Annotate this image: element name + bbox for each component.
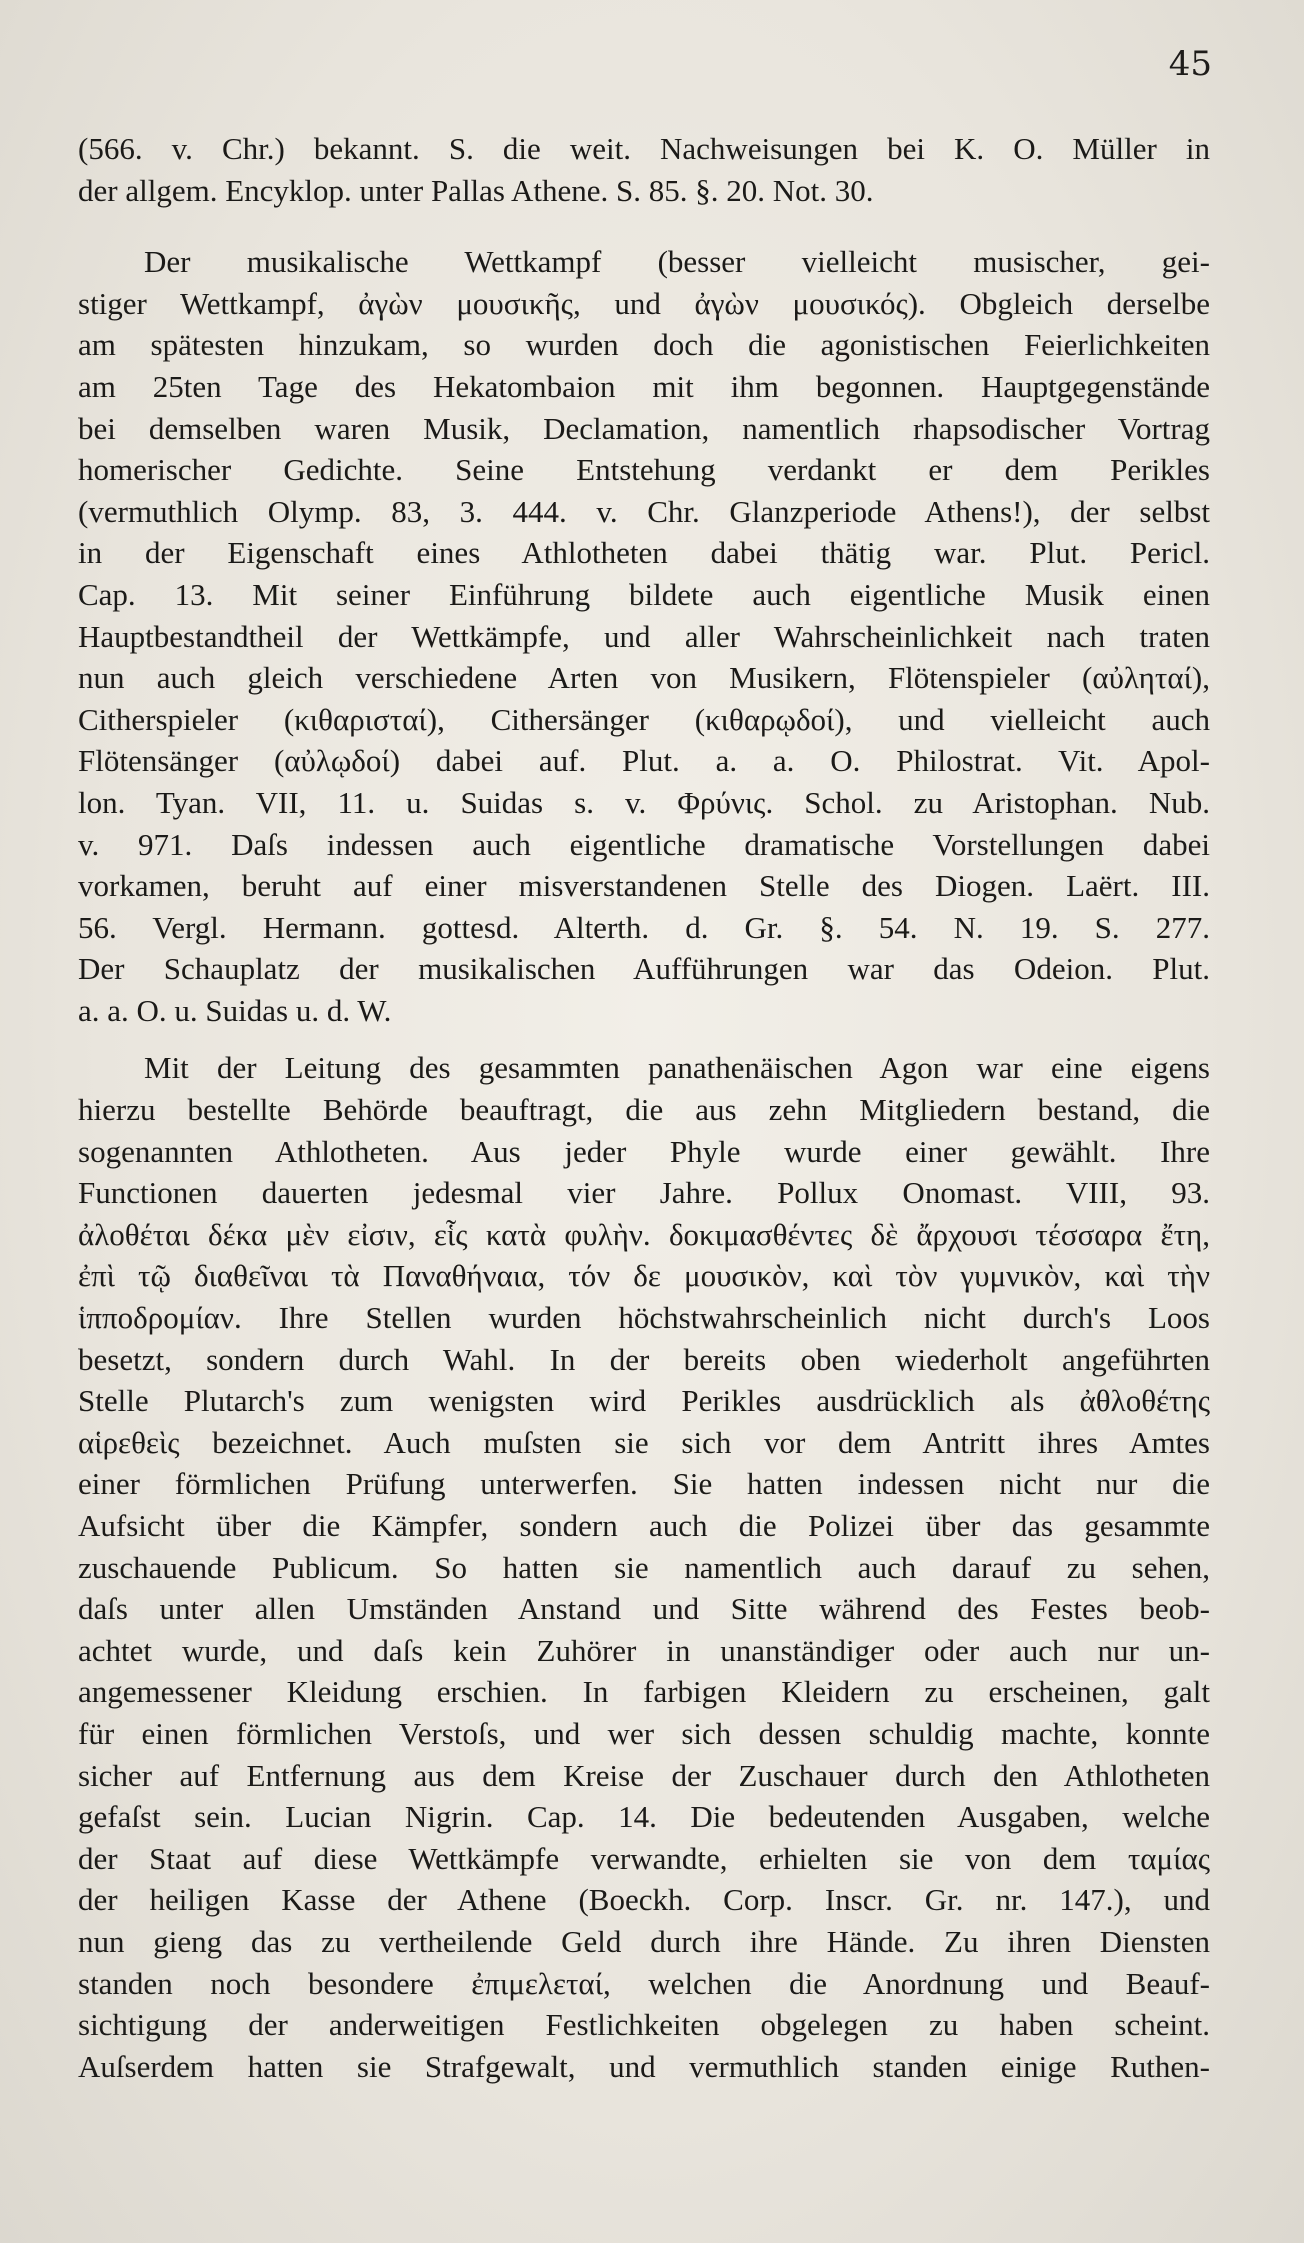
text-line: Flötensänger (αὐλῳδοί) dabei auf. Plut. a. a. O. Philostrat. Vit. Apol- bbox=[78, 743, 1210, 779]
text-line: (566. v. Chr.) bekannt. S. die weit. Nachweisungen bei K. O. Müller in bbox=[78, 131, 1210, 166]
text-line: daſs unter allen Umständen Anstand und Sitte während des Festes beob- bbox=[78, 1591, 1210, 1627]
text-line: der allgem. Encyklop. unter Pallas Athene. S. 85. §. 20. Not. 30. bbox=[78, 172, 874, 208]
text-line: Stelle Plutarch's zum wenigsten wird Perikles ausdrücklich als ἀθλοθέτης bbox=[78, 1383, 1210, 1419]
text-line: ἱπποδρομίαν. Ihre Stellen wurden höchstwahrscheinlich nicht durch's Loos bbox=[78, 1300, 1210, 1336]
page-text bbox=[78, 128, 1210, 2087]
text-line: ἐπὶ τῷ διαθεῖναι τὰ Παναθήναια, τόν δε μουσικὸν, καὶ τὸν γυμνικὸν, καὶ τὴν bbox=[78, 1258, 1210, 1294]
text-line: Hauptbestandtheil der Wettkämpfe, und aller Wahrscheinlichkeit nach traten bbox=[78, 618, 1210, 654]
paragraph-musical-contest bbox=[78, 241, 1210, 1031]
text-line: achtet wurde, und daſs kein Zuhörer in unanständiger oder auch nur un- bbox=[78, 1632, 1210, 1668]
text-line: a. a. O. u. Suidas u. d. W. bbox=[78, 992, 392, 1028]
text-line: besetzt, sondern durch Wahl. In der bereits oben wiederholt angeführten bbox=[78, 1341, 1210, 1377]
text-line: Citherspieler (κιθαρισταί), Cithersänger (κιθαρῳδοί), und vielleicht auch bbox=[78, 701, 1210, 737]
text-line: bei demselben waren Musik, Declamation, namentlich rhapsodischer Vortrag bbox=[78, 410, 1210, 446]
text-line: Aufsicht über die Kämpfer, sondern auch die Polizei über das gesammte bbox=[78, 1508, 1210, 1543]
text-line: sichtigung der anderweitigen Festlichkeiten obgelegen zu haben scheint. bbox=[78, 2007, 1210, 2043]
text-line: stiger Wettkampf, ἀγὼν μουσικῆς, und ἀγὼν μουσικός). Obgleich derselbe bbox=[78, 285, 1210, 321]
text-line: einer förmlichen Prüfung unterwerfen. Sie hatten indessen nicht nur die bbox=[78, 1466, 1210, 1502]
text-line: lon. Tyan. VII, 11. u. Suidas s. v. Φρύνις. Schol. zu Aristophan. Nub. bbox=[78, 784, 1210, 820]
text-line: vorkamen, beruht auf einer misverstandenen Stelle des Diogen. Laërt. III. bbox=[78, 868, 1210, 904]
paragraph-athlothetes bbox=[78, 1047, 1210, 2087]
text-line: 56. Vergl. Hermann. gottesd. Alterth. d. Gr. §. 54. N. 19. S. 277. bbox=[78, 909, 1210, 945]
text-line: sogenannten Athlotheten. Aus jeder Phyle wurde einer gewählt. Ihre bbox=[78, 1133, 1210, 1169]
text-line: standen noch besondere ἐπιμελεταί, welchen die Anordnung und Beauf- bbox=[78, 1965, 1210, 2001]
text-line: Cap. 13. Mit seiner Einführung bildete auch eigentliche Musik einen bbox=[78, 576, 1210, 612]
text-line: am 25ten Tage des Hekatombaion mit ihm begonnen. Hauptgegenstände bbox=[78, 368, 1210, 404]
text-line: der Staat auf diese Wettkämpfe verwandte, erhielten sie von dem ταμίας bbox=[78, 1840, 1210, 1876]
text-line: (vermuthlich Olymp. 83, 3. 444. v. Chr. Glanzperiode Athens!), der selbst bbox=[78, 493, 1210, 529]
text-line: Mit der Leitung des gesammten panathenäischen Agon war eine eigens bbox=[144, 1050, 1210, 1086]
text-line: sicher auf Entfernung aus dem Kreise der Zuschauer durch den Athlotheten bbox=[78, 1757, 1210, 1793]
text-line: v. 971. Daſs indessen auch eigentliche dramatische Vorstellungen dabei bbox=[78, 826, 1210, 862]
text-line: ἀλοθέται δέκα μὲν εἰσιν, εἷς κατὰ φυλὴν. δοκιμασθέντες δὲ ἄρχουσι τέσσαρα ἔτη, bbox=[78, 1216, 1210, 1252]
text-line: in der Eigenschaft eines Athlotheten dabei thätig war. Plut. Pericl. bbox=[78, 535, 1210, 571]
text-line: am spätesten hinzukam, so wurden doch die agonistischen Feierlichkeiten bbox=[78, 327, 1210, 363]
page-number: 45 bbox=[1168, 44, 1212, 84]
text-line: Der Schauplatz der musikalischen Aufführungen war das Odeion. Plut. bbox=[78, 951, 1210, 987]
text-line: αἱρεθεὶς bezeichnet. Auch muſsten sie sich vor dem Antritt ihres Amtes bbox=[78, 1424, 1210, 1460]
text-line: Functionen dauerten jedesmal vier Jahre. Pollux Onomast. VIII, 93. bbox=[78, 1175, 1210, 1211]
text-line: nun auch gleich verschiedene Arten von Musikern, Flötenspieler (αὐληταί), bbox=[78, 660, 1210, 696]
text-line: gefaſst sein. Lucian Nigrin. Cap. 14. Die bedeutenden Ausgaben, welche bbox=[78, 1799, 1210, 1835]
text-line: Auſserdem hatten sie Strafgewalt, und vermuthlich standen einige Ruthen- bbox=[78, 2048, 1210, 2084]
text-line: der heiligen Kasse der Athene (Boeckh. Corp. Inscr. Gr. nr. 147.), und bbox=[78, 1882, 1210, 1918]
text-line: homerischer Gedichte. Seine Entstehung verdankt er dem Perikles bbox=[78, 452, 1210, 488]
text-line: nun gieng das zu vertheilende Geld durch ihre Hände. Zu ihren Diensten bbox=[78, 1923, 1210, 1959]
text-line: hierzu bestellte Behörde beauftragt, die aus zehn Mitgliedern bestand, die bbox=[78, 1092, 1210, 1128]
text-line: für einen förmlichen Verstoſs, und wer sich dessen schuldig machte, konnte bbox=[78, 1715, 1210, 1751]
text-line: zuschauende Publicum. So hatten sie namentlich auch darauf zu sehen, bbox=[78, 1549, 1210, 1585]
text-line: Der musikalische Wettkampf (besser vielleicht musischer, gei- bbox=[144, 244, 1210, 280]
paragraph-continuation bbox=[78, 128, 1210, 211]
text-line: angemessener Kleidung erschien. In farbigen Kleidern zu erscheinen, galt bbox=[78, 1674, 1210, 1710]
